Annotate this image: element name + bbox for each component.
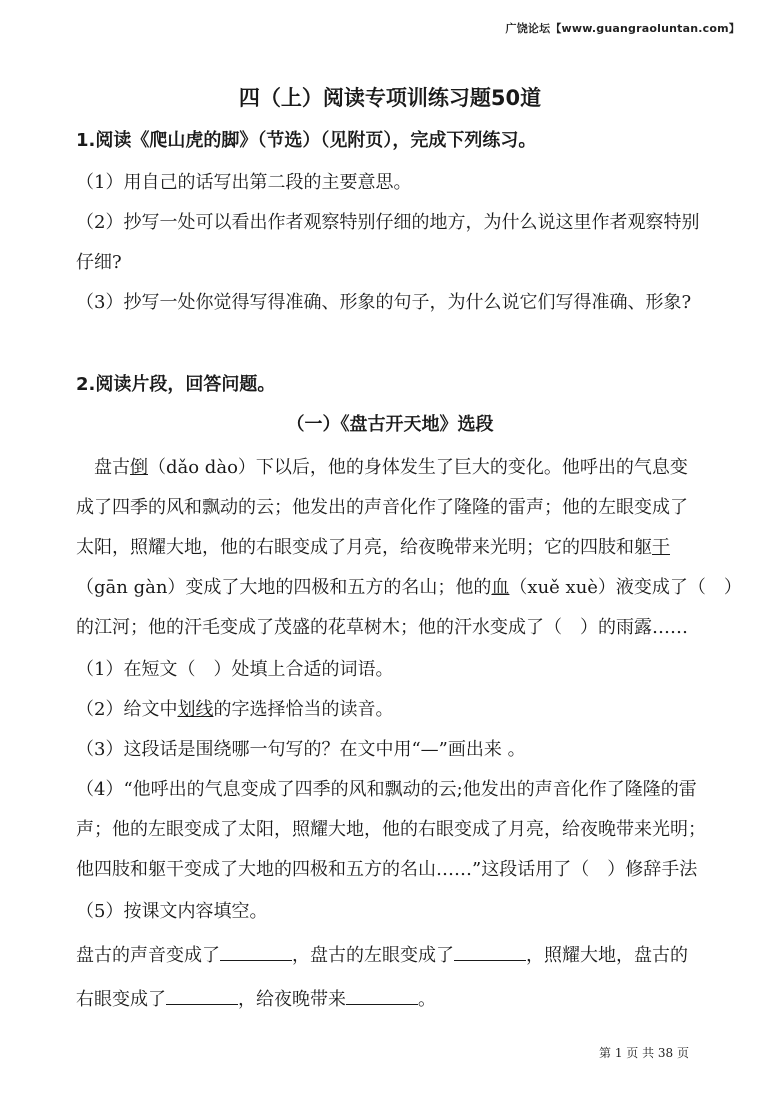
fill-text: ，照耀大地，盘古的 — [526, 945, 688, 966]
question-2-item-4-line-3: 他四肢和躯干变成了大地的四极和五方的名山……”这段话用了（ ）修辞手法 — [76, 859, 698, 880]
underlined-char: 干 — [652, 537, 670, 558]
page-footer: 第 1 页 共 38 页 — [599, 1046, 689, 1060]
underlined-char: 血 — [491, 577, 510, 598]
passage-text: （dǎo dào）下以后，他的身体发生了巨大的变化。他呼出的气息变 — [148, 457, 688, 478]
underlined-word: 划线 — [177, 699, 214, 720]
question-2-item-1: （1）在短文（ ）处填上合适的词语。 — [76, 659, 394, 680]
question-2-item-3: （3）这段话是围绕哪一句写的？在文中用“—”画出来 。 — [76, 739, 526, 760]
answer-blank[interactable] — [166, 988, 238, 1005]
item-text: （2）给文中 — [76, 699, 178, 720]
answer-blank[interactable] — [346, 988, 418, 1005]
answer-blank[interactable] — [220, 944, 292, 961]
passage-text: （xuě xuè）液变成了（ ） — [509, 577, 742, 598]
question-2-item-2 — [76, 695, 393, 721]
question-1-item-3: （3）抄写一处你觉得写得准确、形象的句子，为什么说它们写得准确、形象? — [76, 292, 692, 313]
item-text: 的字选择恰当的读音。 — [213, 699, 394, 720]
passage-line-2: 成了四季的风和飘动的云；他发出的声音化作了隆隆的雷声；他的左眼变成了 — [76, 497, 688, 518]
underlined-char: 倒 — [130, 457, 148, 478]
fill-text: 右眼变成了 — [76, 989, 166, 1010]
passage-line-1 — [94, 453, 688, 479]
passage-line-4 — [76, 573, 742, 599]
fill-text: 盘古的声音变成了 — [76, 945, 220, 966]
answer-blank[interactable] — [454, 944, 526, 961]
watermark: 广饶论坛【www.guangraoluntan.com】 — [505, 22, 740, 35]
question-2-item-4-line-2: 声；他的左眼变成了太阳，照耀大地，他的右眼变成了月亮，给夜晚带来光明； — [76, 819, 706, 840]
section-title: （一）《盘古开天地》选段 — [286, 414, 494, 435]
fill-text: ，盘古的左眼变成了 — [292, 945, 454, 966]
fill-in-line-1 — [76, 941, 688, 967]
passage-text: （gān gàn）变成了大地的四极和五方的名山；他的 — [76, 577, 492, 598]
document-title: 四（上）阅读专项训练习题50道 — [238, 86, 542, 110]
fill-in-line-2 — [76, 985, 436, 1011]
question-2-item-4-line-1: （4）“他呼出的气息变成了四季的风和飘动的云;他发出的声音化作了隆隆的雷 — [76, 779, 697, 800]
question-1-item-2-line-1: （2）抄写一处可以看出作者观察特别仔细的地方，为什么说这里作者观察特别 — [76, 212, 700, 233]
question-1-heading: 1.阅读《爬山虎的脚》（节选）（见附页），完成下列练习。 — [76, 130, 537, 151]
question-2-item-5: （5）按课文内容填空。 — [76, 901, 268, 922]
question-2-heading: 2.阅读片段，回答问题。 — [76, 374, 276, 395]
passage-line-5: 的江河；他的汗毛变成了茂盛的花草树木；他的汗水变成了（ ）的雨露…… — [76, 617, 688, 638]
question-1-item-2-line-2: 仔细? — [76, 252, 122, 273]
fill-text: 。 — [418, 989, 436, 1010]
passage-text: 盘古 — [94, 457, 130, 478]
passage-line-3 — [76, 533, 670, 559]
fill-text: ，给夜晚带来 — [238, 989, 346, 1010]
question-1-item-1: （1）用自己的话写出第二段的主要意思。 — [76, 172, 412, 193]
passage-text: 太阳，照耀大地，他的右眼变成了月亮，给夜晚带来光明；它的四肢和躯 — [76, 537, 652, 558]
